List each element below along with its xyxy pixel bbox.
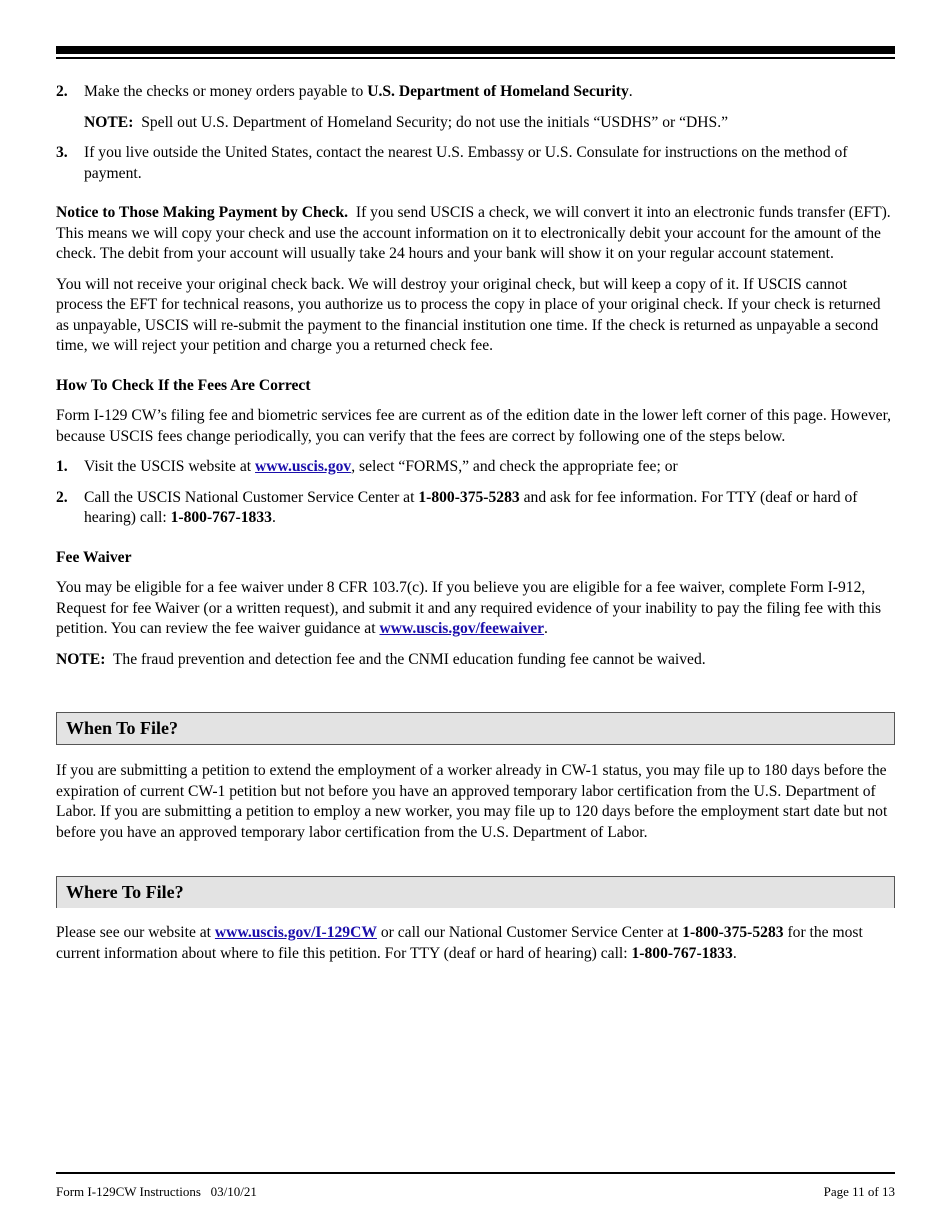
top-rule-thick xyxy=(56,46,895,54)
step-number: 1. xyxy=(56,458,68,475)
step-2-payable xyxy=(56,82,895,103)
step-number: 2. xyxy=(56,488,68,506)
check-fees-heading: How To Check If the Fees Are Correct xyxy=(56,376,311,394)
i129cw-website-link[interactable]: www.uscis.gov/I-129CW xyxy=(214,924,377,941)
top-rule-thin xyxy=(56,57,895,59)
step-number: 3. xyxy=(56,144,68,161)
check-fees-intro: Form I-129 CW’s filing fee and biometric services fee are current as of the edition date in the lower left corner of this page. However, because USCIS fees change periodically, you can verify that the fees are correct by following one of the steps below. xyxy=(56,407,892,445)
notice-payment-by-check: Notice to Those Making Payment by Check. If you send USCIS a check, we will convert it into an electronic funds transfer (EFT). This means we will copy your check and use the account information on it to electronically debit your account for the amount of the check. The debit from your account will usually take 24 hours and your bank will show it on your regular account statement. xyxy=(56,204,891,262)
check-fees-item-2 xyxy=(56,488,895,529)
when-to-file-header: When To File? xyxy=(56,712,895,745)
footer-page-number: Page 11 of 13 xyxy=(823,1184,895,1199)
where-to-file-header: Where To File? xyxy=(56,876,895,908)
check-fees-item-1 xyxy=(56,457,895,478)
step-number: 2. xyxy=(56,83,68,100)
step-text: Call the USCIS National Customer Service Center at 1-800-375-5283 and ask for fee information. For TTY (deaf or hard of hearing) call: 1-800-767-1833. xyxy=(84,488,858,526)
note-spell-out: NOTE: Spell out U.S. Department of Homeland Security; do not use the initials “USDHS” or “DHS.” xyxy=(84,113,729,131)
fee-waiver-heading: Fee Waiver xyxy=(56,548,132,566)
returned-check-paragraph: You will not receive your original check back. We will destroy your original check, but will keep a copy of it. If USCIS cannot process the EFT for technical reasons, you authorize us to process the copy in place of your original check. If your check is returned as unpayable, USCIS will re-submit the payment to the financial institution one time. If the check is returned as unpayable a second time, we will reject your petition and charge you a returned check fee. xyxy=(56,275,881,354)
footer-form-edition: Form I-129CW Instructions 03/10/21 xyxy=(56,1184,257,1199)
footer-rule xyxy=(56,1172,895,1174)
where-to-file-paragraph: Please see our website at www.uscis.gov/I-129CW or call our National Customer Service Center at 1-800-375-5283 for the most current information about where to file this petition. For TTY (deaf or hard of hearing) call: 1-800-767-1833. xyxy=(56,924,863,962)
page-footer xyxy=(56,1172,895,1200)
when-to-file-paragraph: If you are submitting a petition to extend the employment of a worker already in CW-1 status, you may file up to 180 days before the expiration of current CW-1 petition but not before you have an approved temporary labor certification from the U.S. Department of Labor. If you are submitting a petition to employ a new worker, you may file up to 120 days before the employment start date but not before you have an approved temporary labor certification from the U.S. Department of Labor. xyxy=(56,762,888,841)
step-3-outside-us xyxy=(56,143,895,184)
step-text: Make the checks or money orders payable to U.S. Department of Homeland Security. xyxy=(84,83,633,100)
fee-waiver-link[interactable]: www.uscis.gov/feewaiver xyxy=(379,620,545,637)
step-text: Visit the USCIS website at www.uscis.gov, select “FORMS,” and check the appropriate fee; or xyxy=(84,458,678,475)
page-content xyxy=(56,46,895,964)
step-text: If you live outside the United States, contact the nearest U.S. Embassy or U.S. Consulate for instructions on the method of payment. xyxy=(84,144,848,182)
fee-waiver-paragraph: You may be eligible for a fee waiver under 8 CFR 103.7(c). If you believe you are eligible for a fee waiver, complete Form I-912, Request for fee Waiver (or a written request), and submit it and any required evidence of your inability to pay the filing fee with this petition. You can review the fee waiver guidance at www.uscis.gov/feewaiver. xyxy=(56,579,882,637)
note-cannot-be-waived: NOTE: The fraud prevention and detection fee and the CNMI education funding fee cannot be waived. xyxy=(56,650,706,668)
uscis-website-link[interactable]: www.uscis.gov xyxy=(255,458,352,475)
